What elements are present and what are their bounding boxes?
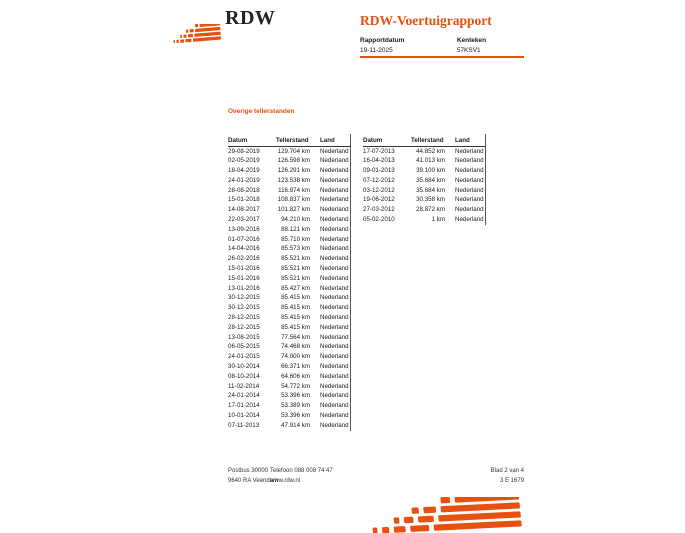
table-row bbox=[363, 215, 485, 225]
tellerstand-cell: 108.837 km bbox=[277, 196, 310, 204]
land-cell: Nederland bbox=[320, 294, 349, 302]
datum-cell: 13-08-2015 bbox=[228, 333, 260, 341]
table-row bbox=[363, 166, 485, 176]
datum-cell: 28-08-2018 bbox=[228, 186, 260, 194]
land-cell: Nederland bbox=[320, 255, 349, 263]
tellerstand-cell: 116.974 km bbox=[278, 186, 310, 194]
land-cell: Nederland bbox=[320, 304, 349, 312]
land-cell: Nederland bbox=[320, 225, 349, 233]
datum-header: Datum bbox=[363, 134, 411, 146]
table-header-row bbox=[363, 134, 485, 146]
land-cell: Nederland bbox=[320, 412, 349, 420]
datum-cell: 13-09-2016 bbox=[228, 225, 260, 233]
land-cell: Nederland bbox=[320, 402, 349, 410]
land-cell: Nederland bbox=[320, 363, 349, 371]
tellerstand-cell: 88.121 km bbox=[281, 225, 310, 233]
tellerstand-cell: 77.564 km bbox=[281, 333, 310, 341]
land-cell: Nederland bbox=[320, 284, 349, 292]
datum-cell: 11-02-2014 bbox=[228, 382, 260, 390]
rdw-flag-icon bbox=[368, 497, 525, 533]
land-cell: Nederland bbox=[320, 353, 349, 361]
datum-cell: 17-07-2013 bbox=[363, 147, 395, 155]
tellerstand-cell: 41.013 km bbox=[416, 157, 445, 165]
tellerstand-cell: 53.389 km bbox=[281, 402, 310, 410]
land-cell: Nederland bbox=[320, 314, 349, 322]
datum-cell: 06-05-2015 bbox=[228, 343, 260, 351]
land-cell: Nederland bbox=[320, 167, 349, 175]
table-row bbox=[363, 176, 485, 186]
datum-cell: 02-05-2019 bbox=[228, 157, 260, 165]
table-row bbox=[228, 372, 350, 382]
datum-cell: 03-12-2012 bbox=[363, 186, 395, 194]
tellerstand-cell: 85.415 km bbox=[281, 304, 310, 312]
tellerstand-cell: 101.827 km bbox=[277, 206, 310, 214]
table-row bbox=[363, 156, 485, 166]
datum-cell: 07-11-2013 bbox=[228, 421, 260, 429]
table-row bbox=[228, 235, 350, 245]
tellerstand-cell: 35.684 km bbox=[416, 176, 445, 184]
page-number: Blad 2 van 4 bbox=[490, 468, 524, 474]
tellerstand-cell: 85.521 km bbox=[281, 255, 310, 263]
kenteken-block bbox=[457, 37, 486, 54]
table-row bbox=[228, 195, 350, 205]
tellerstand-cell: 53.396 km bbox=[281, 392, 310, 400]
kenteken-value: 57KSV1 bbox=[456, 46, 481, 54]
tellerstand-cell: 85.521 km bbox=[281, 274, 310, 282]
table-header-row bbox=[228, 134, 350, 146]
datum-cell: 28-12-2015 bbox=[228, 314, 260, 322]
table-header bbox=[363, 134, 485, 146]
datum-cell: 24-01-2019 bbox=[228, 176, 260, 184]
tellerstand-cell: 30.358 km bbox=[416, 196, 445, 204]
datum-cell: 01-07-2016 bbox=[228, 235, 260, 243]
footer-website: www.rdw.nl bbox=[270, 477, 301, 484]
tellerstand-cell: 28.872 km bbox=[416, 206, 445, 214]
table-header bbox=[228, 134, 350, 146]
report-date-value: 19-11-2025 bbox=[360, 46, 393, 54]
land-cell: Nederland bbox=[455, 167, 484, 175]
table-row bbox=[228, 333, 350, 343]
land-cell: Nederland bbox=[320, 265, 349, 273]
datum-cell: 17-01-2014 bbox=[228, 402, 260, 410]
table-row bbox=[228, 215, 350, 225]
footer-address-line1: Postbus 30000 bbox=[228, 468, 269, 474]
table-row bbox=[228, 391, 350, 401]
tellerstand-cell: 123.538 km bbox=[277, 176, 310, 184]
tellerstand-cell: 35.684 km bbox=[416, 186, 445, 194]
table-row bbox=[228, 382, 350, 392]
datum-cell: 16-04-2013 bbox=[363, 157, 395, 165]
land-cell: Nederland bbox=[455, 147, 484, 155]
tellerstand-cell: 1 km bbox=[431, 216, 445, 224]
tellerstand-header: Tellerstand bbox=[276, 134, 310, 146]
datum-cell: 30-12-2015 bbox=[228, 304, 260, 312]
land-cell: Nederland bbox=[455, 216, 484, 224]
datum-cell: 30-12-2015 bbox=[228, 294, 260, 302]
datum-header: Datum bbox=[228, 134, 276, 146]
header-divider bbox=[360, 56, 524, 58]
table-row bbox=[228, 362, 350, 372]
land-cell: Nederland bbox=[320, 176, 349, 184]
datum-cell: 26-02-2016 bbox=[228, 255, 260, 263]
section-title: Overige tellerstanden bbox=[228, 108, 295, 115]
land-cell: Nederland bbox=[320, 186, 349, 194]
table-row bbox=[228, 293, 350, 303]
datum-cell: 27-03-2012 bbox=[363, 206, 395, 214]
table-row bbox=[228, 342, 350, 352]
tellerstand-cell: 39.100 km bbox=[416, 167, 445, 175]
datum-cell: 22-03-2017 bbox=[228, 216, 260, 224]
land-cell: Nederland bbox=[455, 206, 484, 214]
land-cell: Nederland bbox=[320, 157, 349, 165]
datum-cell: 24-01-2015 bbox=[228, 353, 260, 361]
table-row bbox=[228, 264, 350, 274]
land-cell: Nederland bbox=[320, 235, 349, 243]
document-code: 3 E 1679 bbox=[499, 477, 524, 484]
datum-cell: 24-01-2014 bbox=[228, 392, 260, 400]
footer-address-line2: 9640 RA Veendam bbox=[228, 477, 279, 484]
table-row bbox=[228, 352, 350, 362]
datum-cell: 28-12-2015 bbox=[228, 323, 260, 331]
tellerstand-cell: 85.710 km bbox=[281, 235, 310, 243]
tellerstand-cell: 74.000 km bbox=[281, 353, 310, 361]
land-cell: Nederland bbox=[320, 216, 349, 224]
tellerstanden-table-right bbox=[363, 134, 486, 225]
datum-cell: 10-01-2014 bbox=[228, 412, 260, 420]
datum-cell: 09-01-2013 bbox=[363, 167, 395, 175]
tellerstand-cell: 54.772 km bbox=[281, 382, 310, 390]
land-cell: Nederland bbox=[320, 421, 349, 429]
report-date-label: Rapportdatum bbox=[360, 37, 405, 44]
tellerstand-cell: 64.606 km bbox=[281, 372, 310, 380]
table-row bbox=[363, 195, 485, 205]
datum-cell: 14-04-2016 bbox=[228, 245, 260, 253]
tellerstand-cell: 85.415 km bbox=[281, 294, 310, 302]
table-row bbox=[228, 205, 350, 215]
tellerstand-cell: 85.415 km bbox=[281, 323, 310, 331]
tellerstand-cell: 47.914 km bbox=[281, 421, 310, 429]
table-row bbox=[228, 274, 350, 284]
table-row bbox=[228, 421, 350, 431]
land-cell: Nederland bbox=[455, 196, 484, 204]
datum-cell: 15-01-2016 bbox=[228, 265, 260, 273]
land-cell: Nederland bbox=[320, 147, 349, 155]
table-row bbox=[228, 244, 350, 254]
table-row bbox=[363, 205, 485, 215]
table-body bbox=[228, 146, 350, 431]
footer-contact bbox=[270, 467, 333, 486]
land-cell: Nederland bbox=[320, 245, 349, 253]
table-row bbox=[228, 156, 350, 166]
datum-cell: 30-10-2014 bbox=[228, 363, 260, 371]
tellerstand-cell: 126.598 km bbox=[277, 157, 310, 165]
tellerstand-cell: 74.468 km bbox=[281, 343, 310, 351]
table-row bbox=[363, 146, 485, 156]
page-title: RDW-Voertuigrapport bbox=[360, 13, 492, 28]
table-body bbox=[363, 146, 485, 225]
datum-cell: 13-01-2016 bbox=[228, 284, 260, 292]
tellerstand-cell: 85.427 km bbox=[281, 284, 310, 292]
datum-cell: 14-08-2017 bbox=[228, 206, 260, 214]
tellerstand-cell: 129.704 km bbox=[277, 147, 310, 155]
land-cell: Nederland bbox=[455, 157, 484, 165]
table-row bbox=[228, 303, 350, 313]
land-cell: Nederland bbox=[320, 333, 349, 341]
tellerstand-cell: 44.852 km bbox=[416, 147, 445, 155]
table-row bbox=[228, 284, 350, 294]
land-cell: Nederland bbox=[320, 392, 349, 400]
land-header: Land bbox=[445, 134, 485, 146]
tellerstand-cell: 85.521 km bbox=[281, 265, 310, 273]
land-cell: Nederland bbox=[455, 176, 484, 184]
land-cell: Nederland bbox=[320, 196, 349, 204]
table-row bbox=[228, 254, 350, 264]
table-row bbox=[228, 313, 350, 323]
datum-cell: 18-04-2019 bbox=[228, 167, 260, 175]
report-date-block bbox=[360, 37, 455, 54]
land-header: Land bbox=[310, 134, 350, 146]
datum-cell: 15-01-2018 bbox=[228, 196, 260, 204]
datum-cell: 07-12-2012 bbox=[363, 176, 395, 184]
table-row bbox=[228, 166, 350, 176]
table-row bbox=[228, 176, 350, 186]
footer-page-info bbox=[430, 467, 524, 486]
tellerstand-cell: 126.291 km bbox=[277, 167, 310, 175]
land-cell: Nederland bbox=[320, 372, 349, 380]
footer-phone: Telefoon 088 008 74 47 bbox=[270, 468, 333, 474]
land-cell: Nederland bbox=[320, 382, 349, 390]
land-cell: Nederland bbox=[320, 323, 349, 331]
table-row bbox=[228, 411, 350, 421]
datum-cell: 08-10-2014 bbox=[228, 372, 260, 380]
table-row bbox=[228, 146, 350, 156]
datum-cell: 05-02-2010 bbox=[363, 216, 395, 224]
tellerstand-cell: 53.396 km bbox=[281, 412, 310, 420]
datum-cell: 29-08-2019 bbox=[228, 147, 260, 155]
land-cell: Nederland bbox=[320, 343, 349, 351]
datum-cell: 15-01-2016 bbox=[228, 274, 260, 282]
tellerstanden-table-left bbox=[228, 134, 351, 431]
tellerstand-cell: 66.371 km bbox=[281, 363, 310, 371]
tellerstand-cell: 85.573 km bbox=[281, 245, 310, 253]
land-cell: Nederland bbox=[455, 186, 484, 194]
rdw-flag-icon bbox=[172, 24, 222, 43]
table-row bbox=[228, 225, 350, 235]
land-cell: Nederland bbox=[320, 206, 349, 214]
land-cell: Nederland bbox=[320, 274, 349, 282]
table-row bbox=[228, 323, 350, 333]
datum-cell: 19-06-2012 bbox=[363, 196, 395, 204]
brand-wordmark: RDW bbox=[225, 7, 276, 29]
table-row bbox=[363, 186, 485, 196]
table-row bbox=[228, 186, 350, 196]
tellerstand-header: Tellerstand bbox=[411, 134, 445, 146]
table-row bbox=[228, 401, 350, 411]
report-meta bbox=[360, 37, 486, 54]
kenteken-label: Kenteken bbox=[456, 37, 487, 44]
rdw-logo bbox=[172, 9, 287, 49]
tellerstand-cell: 94.210 km bbox=[281, 216, 310, 224]
tellerstand-cell: 85.415 km bbox=[281, 314, 310, 322]
